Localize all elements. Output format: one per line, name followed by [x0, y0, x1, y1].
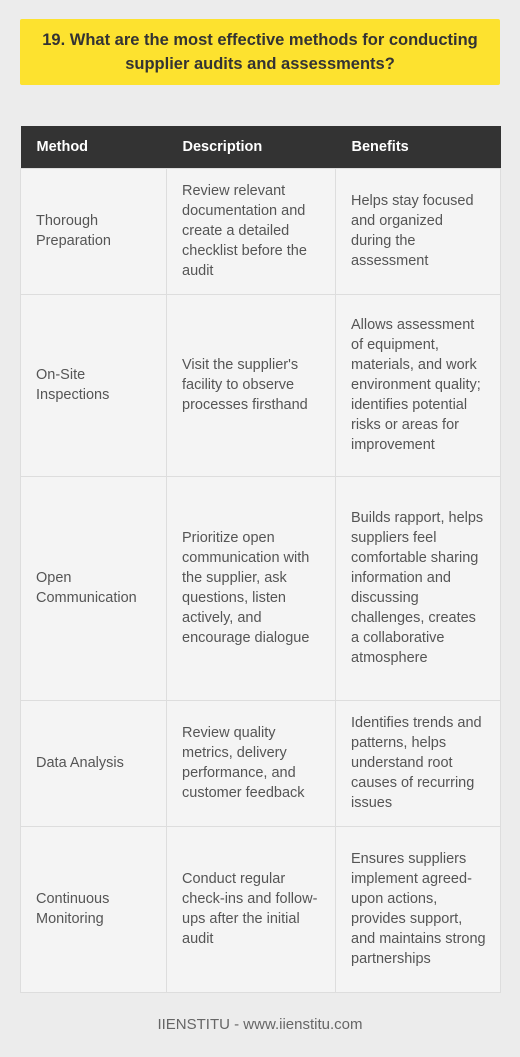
- table-row: [21, 168, 501, 294]
- title-banner: [20, 19, 500, 85]
- table-header-row: [21, 126, 501, 168]
- benefits-cell: Ensures suppliers implement agreed-upon actions, provides support, and maintains strong partnerships: [336, 826, 501, 992]
- table-row: [21, 476, 501, 700]
- method-cell: Thorough Preparation: [21, 168, 167, 294]
- table-row: [21, 826, 501, 992]
- method-cell: Data Analysis: [21, 700, 167, 826]
- benefits-cell: Builds rapport, helps suppliers feel comfortable sharing information and discussing challenges, creates a collaborative atmosphere: [336, 476, 501, 700]
- footer-credit: IIENSTITU - www.iienstitu.com: [157, 1016, 363, 1033]
- methods-table: [20, 126, 501, 993]
- description-cell: Conduct regular check-ins and follow-ups after the initial audit: [167, 826, 336, 992]
- method-cell: On-Site Inspections: [21, 294, 167, 476]
- description-cell: Prioritize open communication with the supplier, ask questions, listen actively, and encourage dialogue: [167, 476, 336, 700]
- method-cell: Open Communication: [21, 476, 167, 700]
- description-cell: Review relevant documentation and create a detailed checklist before the audit: [167, 168, 336, 294]
- method-cell: Continuous Monitoring: [21, 826, 167, 992]
- benefits-cell: Helps stay focused and organized during the assessment: [336, 168, 501, 294]
- benefits-cell: Allows assessment of equipment, materials, and work environment quality; identifies potential risks or areas for improvement: [336, 294, 501, 476]
- table-row: [21, 294, 501, 476]
- table-row: [21, 700, 501, 826]
- description-cell: Visit the supplier's facility to observe processes firsthand: [167, 294, 336, 476]
- column-header-description: Description: [167, 126, 336, 168]
- benefits-cell: Identifies trends and patterns, helps understand root causes of recurring issues: [336, 700, 501, 826]
- page-title: 19. What are the most effective methods for conducting supplier audits and assessments?: [42, 31, 478, 73]
- description-cell: Review quality metrics, delivery performance, and customer feedback: [167, 700, 336, 826]
- column-header-benefits: Benefits: [336, 126, 501, 168]
- column-header-method: Method: [21, 126, 167, 168]
